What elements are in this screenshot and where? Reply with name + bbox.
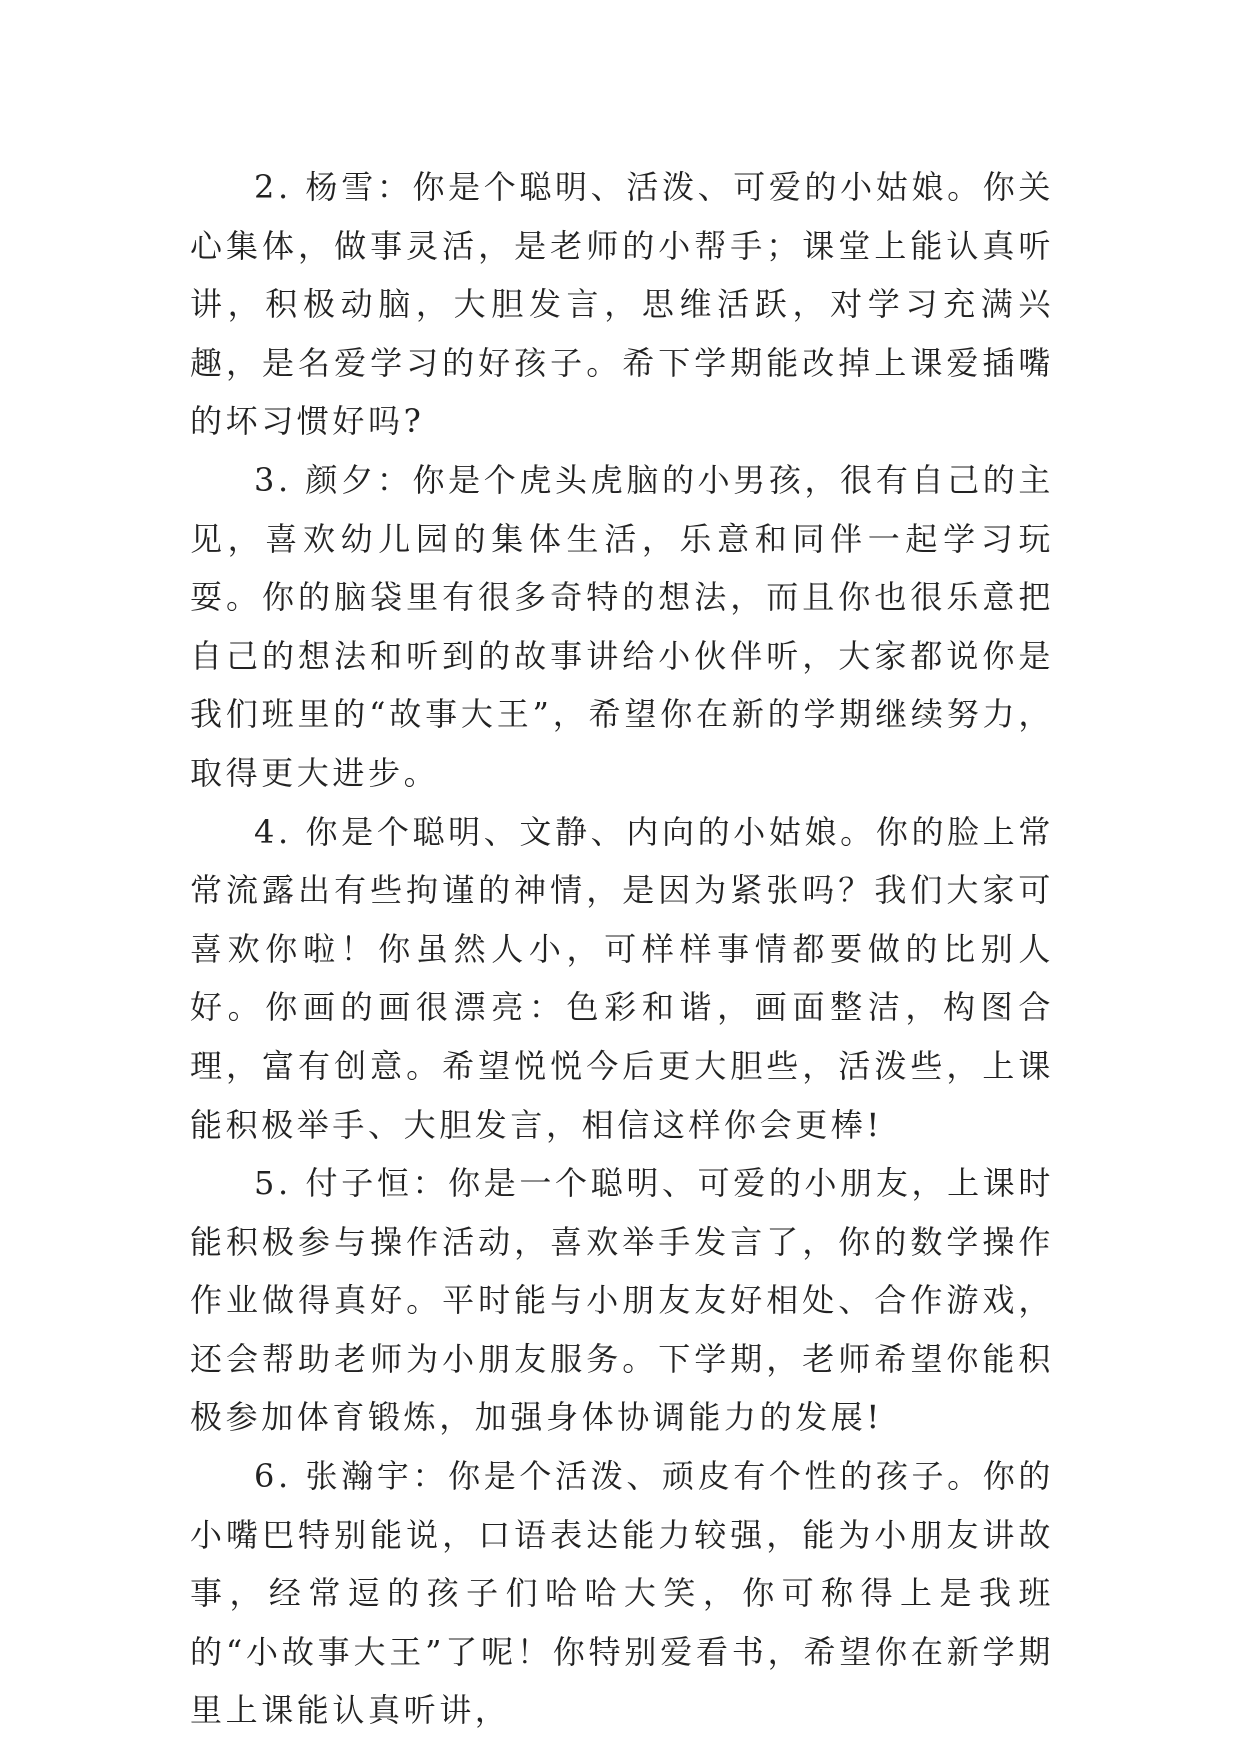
- paragraph-5: 5. 付子恒：你是一个聪明、可爱的小朋友，上课时能积极参与操作活动，喜欢举手发言了，你的数学操作作业做得真好。平时能与小朋友友好相处、合作游戏，还会帮助老师为小朋友服务。下学期，老师希望你能积极参加体育锻炼，加强身体协调能力的发展!: [190, 1164, 1054, 1437]
- document-body: [190, 158, 1054, 1740]
- paragraph-3: 3. 颜夕：你是个虎头虎脑的小男孩，很有自己的主见，喜欢幼儿园的集体生活，乐意和同伴一起学习玩耍。你的脑袋里有很多奇特的想法，而且你也很乐意把自己的想法和听到的故事讲给小伙伴听，大家都说你是我们班里的“故事大王”，希望你在新的学期继续努力，取得更大进步。: [190, 460, 1054, 792]
- paragraph-2: 2. 杨雪：你是个聪明、活泼、可爱的小姑娘。你关心集体，做事灵活，是老师的小帮手；课堂上能认真听讲，积极动脑，大胆发言，思维活跃，对学习充满兴趣，是名爱学习的好孩子。希下学期能改掉上课爱插嘴的坏习惯好吗?: [190, 168, 1054, 441]
- paragraph-6: 6. 张瀚宇：你是个活泼、顽皮有个性的孩子。你的小嘴巴特别能说，口语表达能力较强，能为小朋友讲故事，经常逗的孩子们哈哈大笑，你可称得上是我班的“小故事大王”了呢！你特别爱看书，希望你在新学期里上课能认真听讲，: [190, 1457, 1054, 1730]
- paragraph-4: 4. 你是个聪明、文静、内向的小姑娘。你的脸上常常流露出有些拘谨的神情，是因为紧张吗？我们大家可喜欢你啦！你虽然人小，可样样事情都要做的比别人好。你画的画很漂亮：色彩和谐，画面整洁，构图合理，富有创意。希望悦悦今后更大胆些，活泼些，上课能积极举手、大胆发言，相信这样你会更棒!: [190, 812, 1054, 1144]
